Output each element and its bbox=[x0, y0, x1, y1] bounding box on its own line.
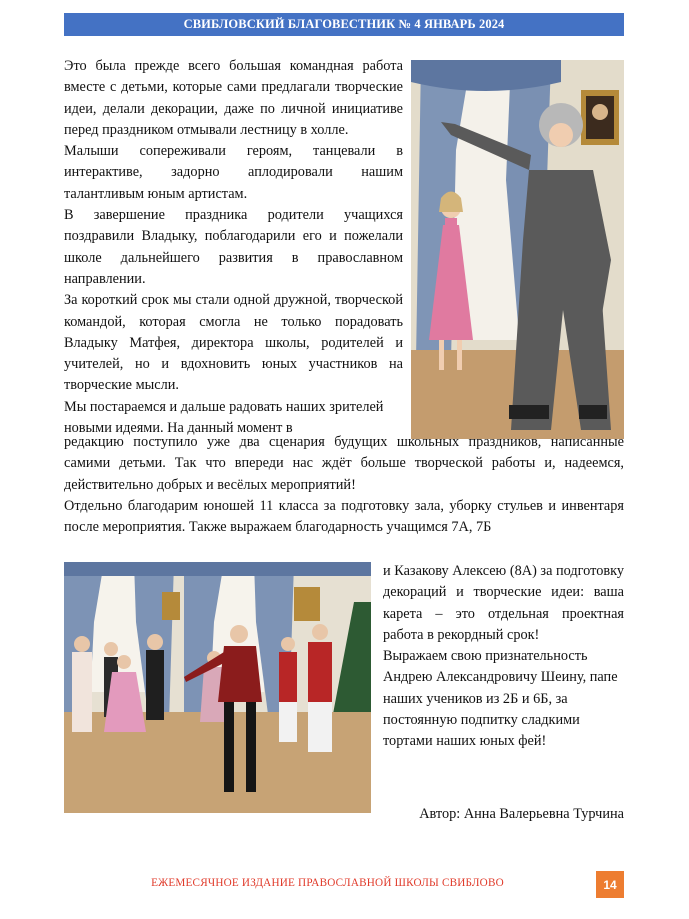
article-author: Автор: Анна Валерьевна Турчина bbox=[419, 806, 624, 822]
photo-1-illustration bbox=[411, 60, 624, 439]
paragraph: Отдельно благодарим юношей 11 класса за подготовку зала, уборку стульев и инвентаря после мероприятия. Также выражаем благодарность учащимся 7А, 7Б bbox=[64, 497, 624, 536]
footer-publication: ЕЖЕМЕСЯЧНОЕ ИЗДАНИЕ ПРАВОСЛАВНОЙ ШКОЛЫ СВИБЛОВО bbox=[151, 877, 504, 889]
article-column-top bbox=[64, 56, 403, 439]
paragraph: Это была прежде всего большая командная работа вместе с детьми, которые сами предлагали творческие идеи, делали декорации, даже по личной инициативе перед праздником отмывали лестницу в холле. bbox=[64, 58, 403, 138]
paragraph: Мы постараемся и дальше радовать наших зрителей новыми идеями. На данный момент в bbox=[64, 398, 384, 437]
paragraph: Малыши сопереживали героям, танцевали в интерактиве, задорно аплодировали нашим талантливым юным артистам. bbox=[64, 143, 403, 202]
paragraph: В завершение праздника родители учащихся поздравили Владыку, поблагодарили его и пожелали школе дальнейшего развития в православном направлении. bbox=[64, 207, 403, 287]
header-title: СВИБЛОВСКИЙ БЛАГОВЕСТНИК № 4 ЯНВАРЬ 2024 bbox=[183, 17, 505, 31]
photo-performer-wolf-costume bbox=[411, 60, 624, 439]
photo-2-illustration bbox=[64, 562, 371, 813]
article-column-bottom bbox=[383, 561, 624, 753]
article-full-width bbox=[64, 432, 624, 538]
photo-children-performance bbox=[64, 562, 371, 813]
paragraph: редакцию поступило уже два сценария будущих школьных праздников, написанные самими детьми. Так что впереди нас ждёт больше творческой работы и, надеемся, действительно добрых и весёлых мероприятий! bbox=[64, 434, 624, 493]
paragraph: Выражаем свою признательность Андрею Александровичу Шеину, папе наших учеников из 2Б и 6Б, за постоянную подпитку сладкими тортами наших юных фей! bbox=[383, 648, 618, 750]
page-number-badge: 14 bbox=[596, 871, 624, 898]
paragraph: За короткий срок мы стали одной дружной, творческой командой, которая смогла не только порадовать Владыку Матфея, директора школы, родителей и учителей, но и вдохновить юных участников на творческие мысли. bbox=[64, 292, 403, 394]
header-banner bbox=[64, 13, 624, 36]
paragraph: и Казакову Алексею (8А) за подготовку декораций и творческие идеи: ваша карета – это отдельная проектная работа в рекордный срок! bbox=[383, 563, 624, 643]
